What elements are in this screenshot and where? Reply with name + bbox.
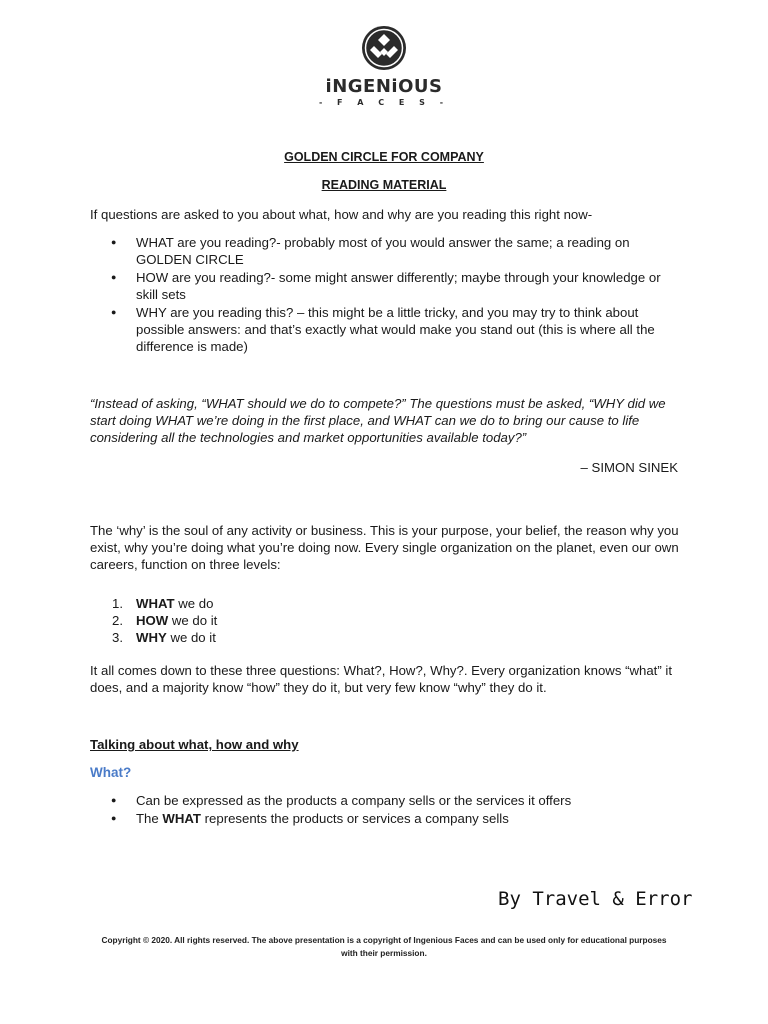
brand-logo [0, 24, 768, 107]
reading-questions-list [108, 234, 678, 356]
brand-tagline: - F A C E S - [318, 98, 450, 107]
why-paragraph: The ‘why’ is the soul of any activity or business. This is your purpose, your belief, the reason why you exist, why you’re doing what you’re doing now. Every single organization on the planet, even our own careers, function on three levels: [90, 523, 679, 572]
ingenious-faces-logo-icon [360, 24, 408, 72]
level-keyword: WHAT [136, 596, 175, 611]
copyright-notice: Copyright © 2020. All rights reserved. The above presentation is a copyright of Ingenious Faces and can be used only for educational purposes with their permission. [101, 935, 667, 958]
list-item [108, 629, 678, 646]
quote-text: “Instead of asking, “WHAT should we do to compete?” The questions must be asked, “WHY did we start doing WHAT we’re doing in the first place, and WHAT can we do to bring our cause to life considering all the technologies and market opportunities available today?” [90, 396, 666, 445]
level-text: we do it [166, 630, 216, 645]
level-text: we do it [168, 613, 218, 628]
list-item [108, 612, 678, 629]
level-keyword: WHY [136, 630, 167, 645]
what-list [108, 792, 678, 828]
signature: By Travel & Error [498, 888, 693, 910]
list-item [108, 810, 678, 827]
what-heading: What? [90, 765, 132, 780]
document-subtitle: READING MATERIAL [321, 178, 447, 192]
levels-list [108, 595, 678, 646]
list-item: ● WHY are you reading this? – this might be a little tricky, and you may try to think about possible answers: and that’s exactly what would make you stand out (this is where all the difference is made) [108, 304, 678, 355]
brand-name: iNGENiOUS [325, 76, 443, 97]
list-number: 1. [112, 596, 123, 611]
list-item-text: represents the products or services a company sells [200, 811, 509, 826]
list-item-keyword: WHAT [162, 811, 201, 826]
document-title: GOLDEN CIRCLE FOR COMPANY [284, 150, 484, 164]
quote-author: – SIMON SINEK [580, 460, 678, 475]
list-item-text: The [136, 811, 163, 826]
level-keyword: HOW [136, 613, 169, 628]
list-item [108, 595, 678, 612]
section-heading: Talking about what, how and why [90, 737, 299, 752]
intro-paragraph: If questions are asked to you about what, how and why are you reading this right now- [90, 207, 593, 222]
list-number: 2. [112, 613, 123, 628]
list-item: ● WHAT are you reading?- probably most of you would answer the same; a reading on GOLDEN CIRCLE [108, 234, 678, 268]
list-number: 3. [112, 630, 123, 645]
list-item: ● HOW are you reading?- some might answer differently; maybe through your knowledge or skill sets [108, 269, 678, 303]
summary-paragraph: It all comes down to these three questions: What?, How?, Why?. Every organization knows “what” it does, and a majority know “how” they do it, but very few know “why” they do it. [90, 663, 672, 695]
level-text: we do [174, 596, 214, 611]
list-item: ● Can be expressed as the products a company sells or the services it offers [108, 792, 678, 809]
